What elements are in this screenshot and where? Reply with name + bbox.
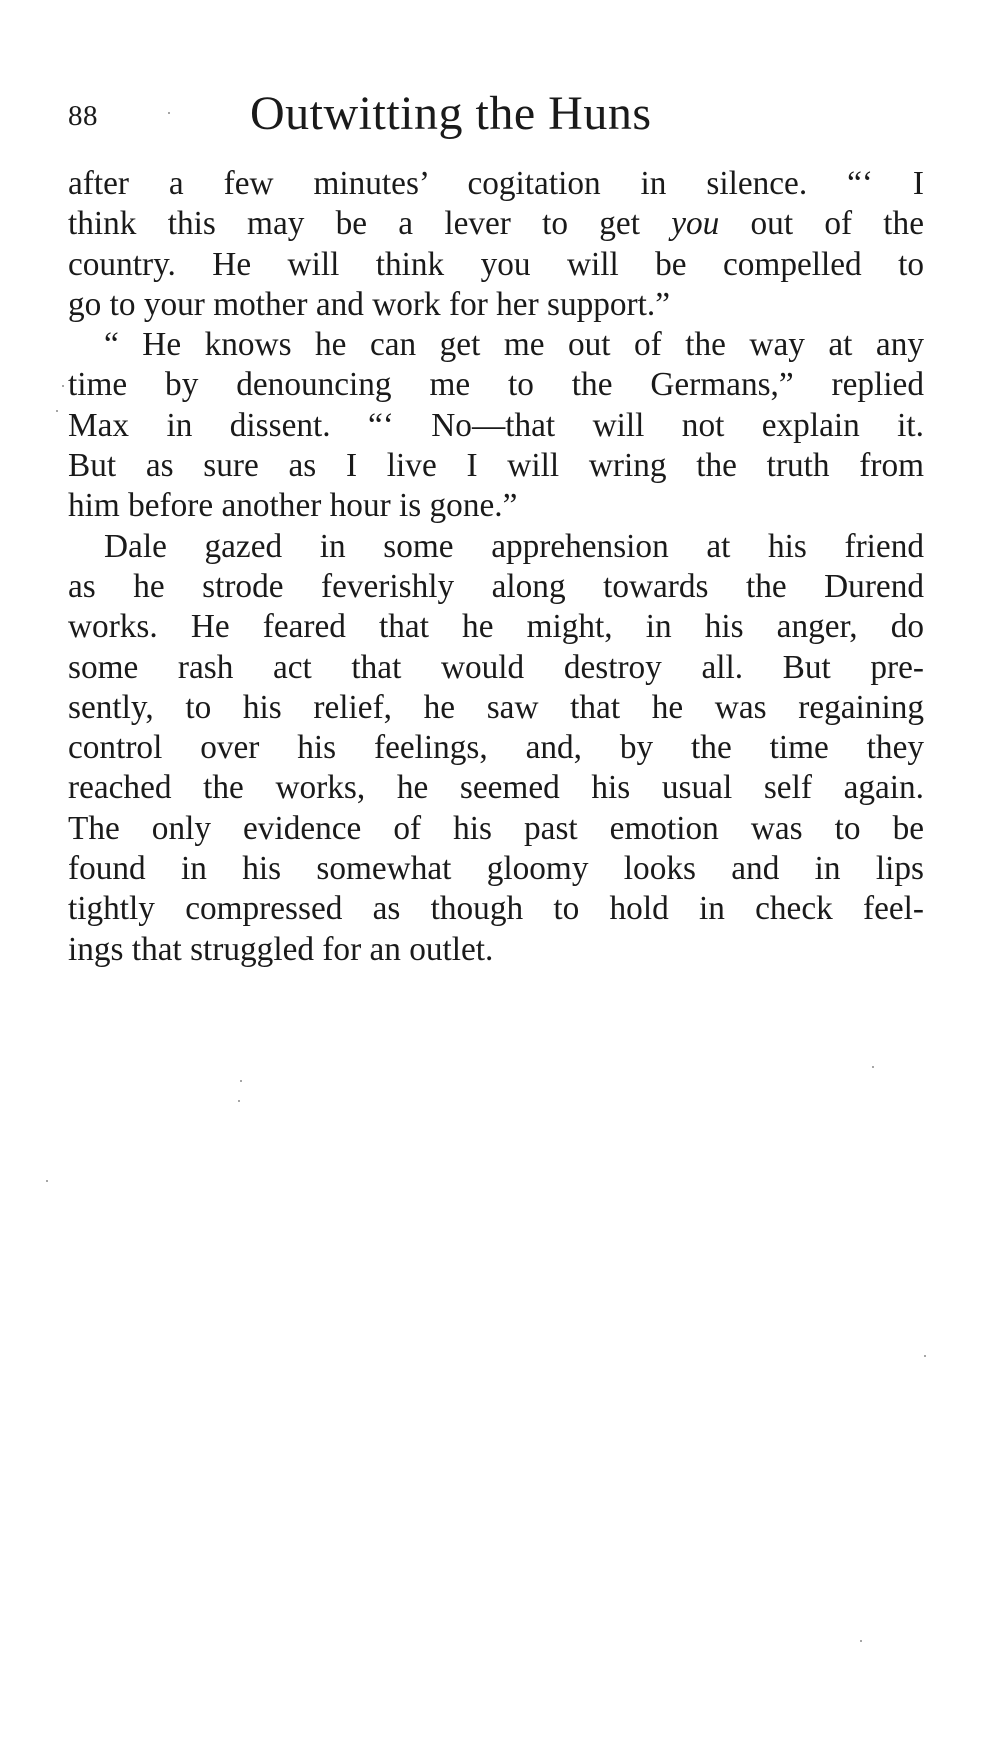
- page-number: 88: [68, 100, 98, 132]
- speck: [46, 1180, 48, 1182]
- emphasis-word: you: [671, 205, 720, 243]
- text-line: country. He will think you will be compelled to: [68, 245, 924, 283]
- text-line: But as sure as I live I will wring the truth from: [68, 447, 924, 485]
- speck: [924, 1355, 926, 1357]
- text-line: Dale gazed in some apprehension at his friend: [104, 527, 924, 565]
- paragraph-3: [68, 527, 924, 970]
- text-line: sently, to his relief, he saw that he was regaining: [68, 688, 924, 726]
- speck: [238, 1100, 240, 1102]
- speck: [240, 1080, 242, 1082]
- text-segment: think this may be a lever to get: [68, 205, 640, 243]
- speck: [860, 1640, 862, 1642]
- text-line: reached the works, he seemed his usual self again.: [68, 769, 924, 807]
- speck: [56, 410, 58, 412]
- text-line-with-emphasis: [68, 204, 924, 244]
- text-segment: out of the: [750, 205, 924, 243]
- body-text: [68, 164, 924, 970]
- text-line: control over his feelings, and, by the time they: [68, 729, 924, 767]
- text-line: tightly compressed as though to hold in check feel-: [68, 890, 924, 928]
- paragraph-2: [68, 325, 924, 526]
- text-line: him before another hour is gone.”: [68, 487, 518, 525]
- text-line: as he strode feverishly along towards the Durend: [68, 567, 924, 605]
- speck: [872, 1066, 874, 1068]
- text-line: time by denouncing me to the Germans,” replied: [68, 366, 924, 404]
- running-head: [68, 86, 928, 146]
- text-line: found in his somewhat gloomy looks and in lips: [68, 850, 924, 888]
- paragraph-1: [68, 164, 924, 325]
- speck: [62, 385, 64, 387]
- text-line: “ He knows he can get me out of the way at any: [104, 326, 924, 364]
- text-line: after a few minutes’ cogitation in silence. “‘ I: [68, 165, 924, 202]
- speck: [168, 112, 170, 114]
- text-line: Max in dissent. “‘ No—that will not explain it.: [68, 406, 924, 444]
- text-line: The only evidence of his past emotion was to be: [68, 809, 924, 847]
- text-line: go to your mother and work for her support.”: [68, 285, 670, 323]
- text-line: works. He feared that he might, in his anger, do: [68, 608, 924, 646]
- text-line: ings that struggled for an outlet.: [68, 930, 494, 968]
- running-title: Outwitting the Huns: [250, 87, 652, 140]
- text-line: some rash act that would destroy all. But pre-: [68, 648, 924, 686]
